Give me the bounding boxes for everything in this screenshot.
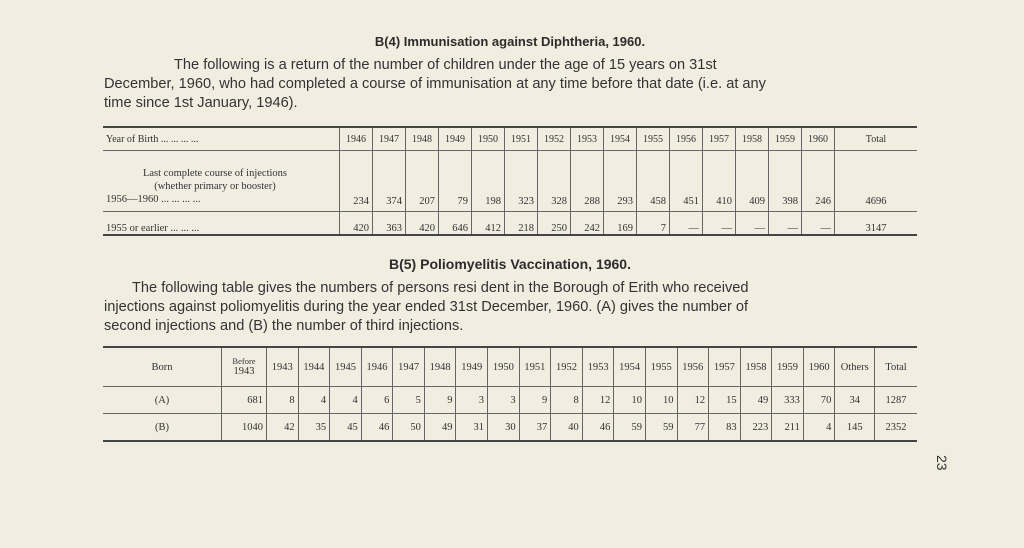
column-header: Before 1943 (222, 347, 267, 387)
table-cell: 42 (267, 414, 299, 442)
row-label: (A) (103, 387, 222, 414)
table-cell-total: 1287 (875, 387, 918, 414)
column-header: 1956 (670, 127, 703, 151)
table-row-header: Born (103, 347, 222, 387)
table-cell: 145 (835, 414, 875, 442)
table-cell: 46 (582, 414, 614, 442)
paragraph-line: injections against poliomyelitis during the year ended 31st December, 1960. (A) gives the number of (104, 299, 749, 315)
column-header: 1954 (614, 347, 646, 387)
row-label: 1955 or earlier ... ... ... (106, 223, 200, 234)
column-header: 1945 (330, 347, 362, 387)
table-cell: 10 (614, 387, 646, 414)
table-cell: 646 (439, 212, 472, 236)
table-cell: 34 (835, 387, 875, 414)
table-cell-total: 4696 (835, 151, 918, 212)
table-cell: 10 (645, 387, 677, 414)
column-header: 1949 (439, 127, 472, 151)
column-header: 1950 (488, 347, 520, 387)
column-header: 1947 (393, 347, 425, 387)
table-cell: — (703, 212, 736, 236)
table-cell: 15 (709, 387, 741, 414)
column-header: 1943 (267, 347, 299, 387)
paragraph-line: The following is a return of the number of children under the age of 15 years on 31st (174, 57, 717, 73)
diphtheria-table (103, 126, 917, 236)
table-cell: 49 (424, 414, 456, 442)
column-header: 1951 (519, 347, 551, 387)
column-header: 1951 (505, 127, 538, 151)
table-cell: 31 (456, 414, 488, 442)
table-header-row (103, 127, 917, 151)
table-cell: 3 (456, 387, 488, 414)
table-cell: 412 (472, 212, 505, 236)
column-header: 1959 (772, 347, 804, 387)
table-cell: 49 (740, 387, 772, 414)
table-cell: 398 (769, 151, 802, 212)
column-header: 1948 (406, 127, 439, 151)
table-cell: 8 (551, 387, 583, 414)
table-cell: 7 (637, 212, 670, 236)
row-label: Last complete course of injections (whether primary or booster) 1956—1960 ... ... ... ... (103, 151, 340, 212)
table-cell: 681 (222, 387, 267, 414)
table-cell: 250 (538, 212, 571, 236)
table-cell: 409 (736, 151, 769, 212)
paragraph-line: second injections and (B) the number of third injections. (104, 318, 464, 334)
table-cell: 8 (267, 387, 299, 414)
table-cell-total: 3147 (835, 212, 918, 236)
table-cell: — (670, 212, 703, 236)
column-header: 1958 (740, 347, 772, 387)
table-cell: 12 (582, 387, 614, 414)
table-cell: 83 (709, 414, 741, 442)
table-cell: 246 (802, 151, 835, 212)
section-heading-polio: B(5) Poliomyelitis Vaccination, 1960. (389, 256, 631, 272)
table-cell: 374 (373, 151, 406, 212)
column-header: 1952 (551, 347, 583, 387)
column-header-total: Total (875, 347, 918, 387)
column-header: 1950 (472, 127, 505, 151)
table-cell: — (769, 212, 802, 236)
table-cell: 4 (298, 387, 330, 414)
table-cell: 4 (330, 387, 362, 414)
table-cell-total: 2352 (875, 414, 918, 442)
table-cell: 35 (298, 414, 330, 442)
table-cell: 363 (373, 212, 406, 236)
table-row (103, 387, 917, 414)
column-header: 1959 (769, 127, 802, 151)
column-header: 1957 (709, 347, 741, 387)
table-cell: 40 (551, 414, 583, 442)
column-header: 1946 (340, 127, 373, 151)
column-header-total: Total (835, 127, 918, 151)
table-cell: 6 (361, 387, 393, 414)
table-cell: 198 (472, 151, 505, 212)
row-label: (B) (155, 421, 169, 433)
table-cell: — (802, 212, 835, 236)
paragraph-line: The following table gives the numbers of persons resi dent in the Borough of Erith who received (132, 280, 749, 296)
table-cell: 59 (614, 414, 646, 442)
column-header: 1960 (802, 127, 835, 151)
table-cell: 45 (330, 414, 362, 442)
table-cell: 458 (637, 151, 670, 212)
table-row (103, 212, 917, 236)
table-cell: 420 (340, 212, 373, 236)
table-cell: 5 (393, 387, 425, 414)
table-cell: 4 (803, 414, 835, 442)
table-cell: 12 (677, 387, 709, 414)
table-cell: 169 (604, 212, 637, 236)
table-cell: — (736, 212, 769, 236)
column-header: 1954 (604, 127, 637, 151)
column-header: 1955 (645, 347, 677, 387)
column-header: 1944 (298, 347, 330, 387)
column-header: 1949 (456, 347, 488, 387)
table-cell: 9 (519, 387, 551, 414)
table-cell: 293 (604, 151, 637, 212)
column-header-others: Others (835, 347, 875, 387)
column-header: 1952 (538, 127, 571, 151)
column-header: 1955 (637, 127, 670, 151)
table-cell: 223 (740, 414, 772, 442)
table-cell: 288 (571, 151, 604, 212)
table-cell: 3 (488, 387, 520, 414)
paragraph-diphtheria (104, 56, 916, 113)
column-header: 1947 (373, 127, 406, 151)
table-row-header: Year of Birth ... ... ... ... (103, 127, 340, 151)
column-header: 1960 (803, 347, 835, 387)
column-header: 1953 (582, 347, 614, 387)
table-cell: 37 (519, 414, 551, 442)
table-cell: 77 (677, 414, 709, 442)
table-cell: 46 (361, 414, 393, 442)
table-cell: 328 (538, 151, 571, 212)
table-cell: 410 (703, 151, 736, 212)
table-cell: 70 (803, 387, 835, 414)
table-row (103, 151, 917, 212)
polio-table (103, 346, 917, 442)
table-cell: 333 (772, 387, 804, 414)
table-cell: 323 (505, 151, 538, 212)
table-cell: 211 (772, 414, 804, 442)
column-header: 1953 (571, 127, 604, 151)
table-cell: 451 (670, 151, 703, 212)
column-header: 1946 (361, 347, 393, 387)
table-cell: 50 (393, 414, 425, 442)
paragraph-polio (104, 279, 916, 336)
table-cell: 218 (505, 212, 538, 236)
table-cell: 420 (406, 212, 439, 236)
column-header: 1956 (677, 347, 709, 387)
table-row (103, 414, 917, 442)
table-cell: 30 (488, 414, 520, 442)
table-cell: 234 (340, 151, 373, 212)
paragraph-line: December, 1960, who had completed a course of immunisation at any time before that date (i.e. at any (104, 76, 766, 92)
table-cell: 59 (645, 414, 677, 442)
table-cell: 242 (571, 212, 604, 236)
column-header: 1957 (703, 127, 736, 151)
table-cell: 207 (406, 151, 439, 212)
table-cell: 1040 (222, 414, 267, 442)
table-cell: 79 (439, 151, 472, 212)
section-heading-diphtheria: B(4) Immunisation against Diphtheria, 1960. (374, 34, 646, 49)
paragraph-line: time since 1st January, 1946). (104, 95, 298, 111)
table-header-row (103, 347, 917, 387)
column-header: 1958 (736, 127, 769, 151)
column-header: 1948 (424, 347, 456, 387)
page-number: 23 (934, 455, 950, 471)
table-cell: 9 (424, 387, 456, 414)
